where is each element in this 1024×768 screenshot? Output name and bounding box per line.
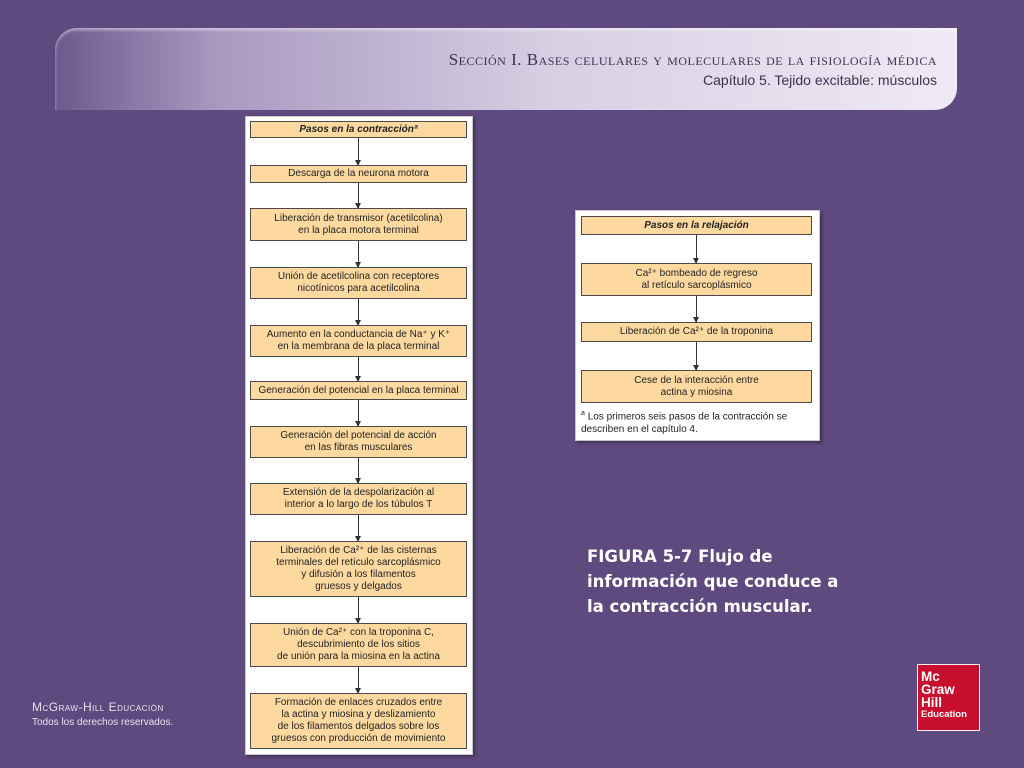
flow-arrow: [696, 235, 697, 263]
footnote-mark: a: [581, 410, 585, 417]
logo-line: Graw: [921, 682, 955, 697]
relaxation-step-3: Cese de la interacción entre actina y miosina: [581, 370, 812, 403]
contraction-step-2: Liberación de transmisor (acetilcolina) en la placa motora terminal: [250, 208, 467, 241]
flow-arrow: [696, 296, 697, 322]
contraction-step-6: Generación del potencial de acción en las fibras musculares: [250, 426, 467, 458]
flow-arrow: [358, 299, 359, 325]
rights-notice: Todos los derechos reservados.: [32, 717, 174, 728]
flow-arrow: [358, 515, 359, 541]
contraction-step-7: Extensión de la despolarización al interior a lo largo de los túbulos T: [250, 483, 467, 515]
flow-arrow: [358, 183, 359, 208]
relaxation-step-2: Liberación de Ca²⁺ de la troponina: [581, 322, 812, 342]
flow-arrow: [696, 342, 697, 370]
contraction-step-1: Descarga de la neurona motora: [250, 165, 467, 183]
contraction-step-5: Generación del potencial en la placa terminal: [250, 381, 467, 400]
flow-arrow: [358, 458, 359, 483]
header-banner: [55, 28, 957, 110]
relaxation-step-1: Ca²⁺ bombeado de regreso al retículo sarcoplásmico: [581, 263, 812, 296]
flow-arrow: [358, 357, 359, 381]
footnote: [581, 407, 816, 436]
flow-arrow: [358, 241, 359, 267]
contraction-title: Pasos en la contracciónª: [250, 121, 467, 138]
chapter-title: Capítulo 5. Tejido excitable: músculos: [703, 72, 937, 88]
figure-caption: FIGURA 5-7 Flujo de información que conduce a la contracción muscular.: [587, 547, 839, 616]
mcgraw-hill-logo: [917, 664, 980, 731]
footnote-text: Los primeros seis pasos de la contracción se describen en el capítulo 4.: [581, 411, 788, 436]
relaxation-flowchart: [575, 210, 820, 441]
logo-line: Mc: [921, 669, 940, 684]
flow-arrow: [358, 400, 359, 426]
contraction-step-10: Formación de enlaces cruzados entre la actina y miosina y deslizamiento de los filamentos delgados sobre los gruesos con producción de movimiento: [250, 693, 467, 749]
contraction-step-8: Liberación de Ca²⁺ de las cisternas terminales del retículo sarcoplásmico y difusión a los filamentos gruesos y delgados: [250, 541, 467, 597]
logo-line: Education: [921, 709, 967, 720]
contraction-step-9: Unión de Ca²⁺ con la troponina C, descubrimiento de los sitios de unión para la miosina en la actina: [250, 623, 467, 667]
logo-line: Hill: [921, 695, 943, 710]
flow-arrow: [358, 597, 359, 623]
contraction-flowchart: [245, 116, 473, 755]
contraction-step-3: Unión de acetilcolina con receptores nicotínicos para acetilcolina: [250, 267, 467, 299]
section-title: Sección I. Bases celulares y moleculares de la fisiología médica: [448, 50, 937, 69]
flow-arrow: [358, 667, 359, 693]
contraction-step-4: Aumento en la conductancia de Na⁺ y K⁺ en la membrana de la placa terminal: [250, 325, 467, 357]
publisher-name: McGraw-Hill Educación: [32, 700, 164, 714]
relaxation-title: Pasos en la relajación: [581, 216, 812, 235]
flow-arrow: [358, 138, 359, 165]
